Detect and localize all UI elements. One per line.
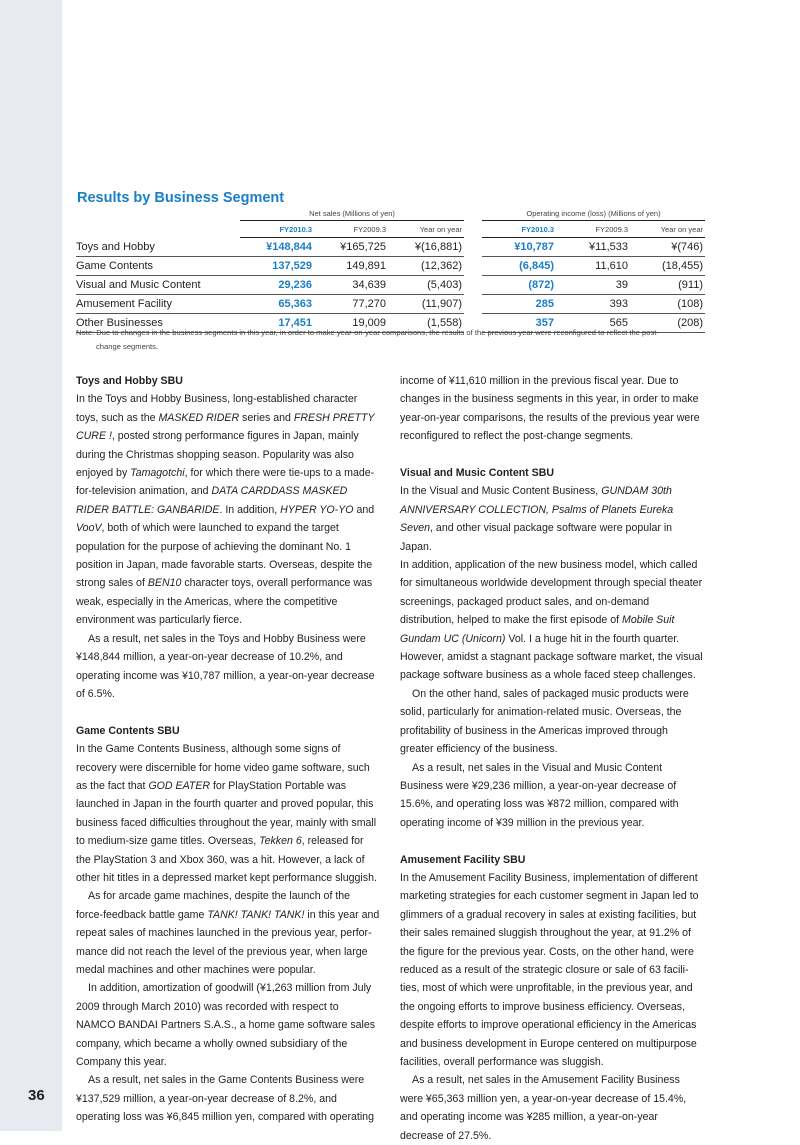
segment-name: Visual and Music Content (76, 276, 240, 295)
visual-paragraph-4: As a result, net sales in the Visual and Music Content Business were ¥29,236 million, a year-on-year decrease of 15.6%, and operating loss was ¥872 million, compared with operating income of ¥39 million in the previous year. (400, 761, 679, 829)
table-cell: ¥148,844 (240, 238, 314, 257)
table-group-header (76, 206, 705, 221)
segment-name: Toys and Hobby (76, 238, 240, 257)
table-row (76, 257, 705, 276)
table-cell: 137,529 (240, 257, 314, 276)
table-cell: 39 (556, 276, 630, 295)
game-heading: Game Contents SBU (76, 724, 180, 737)
table-cell: 357 (482, 314, 556, 333)
game-paragraph-2: As for arcade game machines, despite the launch of the force-feedback battle game TANK! TANK! TANK! in this year and repeat sales of machines launched in the previous year, perfor-mance did not reach the level of the previous year, when large medal machines and other machines were popular. (76, 890, 380, 976)
amusement-paragraph-1: In the Amusement Facility Business, implementation of different marketing strategies for each customer segment in Japan led to glimmers of a gradual recovery in sales at existing facilities, but their sales remained sluggish throughout the year, at 91.2% of the figure for the previous year. Costs, on the other hand, were reduced as a result of the strategic closure or sale of 63 facili-ties, most of which were unprofitable, in the previous year, and the ongoing efforts to improve business efficiency. Overseas, despite efforts to improve operational efficiency in the Americas and business development in Europe centered on multipurpose facilities, overall performance was sluggish. (400, 871, 699, 1068)
column-header: Year on year (388, 221, 464, 238)
toys-heading: Toys and Hobby SBU (76, 375, 183, 387)
table-cell: ¥10,787 (482, 238, 556, 257)
table-cell: (12,362) (388, 257, 464, 276)
table-cell: 77,270 (314, 295, 388, 314)
game-paragraph-4: As a result, net sales in the Game Contents Business were ¥137,529 million, a year-on-year decrease of 8.2%, and operating loss was ¥6,845 million yen, compared with operating (76, 1074, 374, 1124)
toys-paragraph-2: As a result, net sales in the Toys and Hobby Business were ¥148,844 million, a year-on-year decrease of 10.2%, and operating income was ¥10,787 million, a year-on-year decrease of 6.5%. (76, 632, 375, 700)
table-cell: ¥(746) (630, 238, 705, 257)
amusement-paragraph-2: As a result, net sales in the Amusement Facility Business were ¥65,363 million yen, a year-on-year decrease of 15.4%, and operating income was ¥285 million, a year-on-year decrease of 27.5%. (400, 1074, 687, 1142)
visual-paragraph-3: On the other hand, sales of packaged music products were solid, particularly for animation-related music. Overseas, the profitability of business in the Americas improved through greater efficiency of the business. (400, 687, 689, 756)
segment-name: Other Businesses (76, 314, 240, 333)
column-header: FY2009.3 (314, 221, 388, 238)
table-cell: (11,907) (388, 295, 464, 314)
note-line-2: change segments. (96, 342, 159, 351)
table-cell: ¥11,533 (556, 238, 630, 257)
toys-paragraph-1: In the Toys and Hobby Business, long-established character toys, such as the MASKED RIDER series and FRESH PRETTY CURE !, posted strong performance figures in Japan, mainly during the Christmas shopping season. Popularity was also enjoyed by Tamagotchi, for which there were tie-ups to a made-for-television animation, and DATA CARDDASS MASKED RIDER BATTLE: GANBARIDE. In addition, HYPER YO-YO and VooV, both of which were launched to expand the target population for the purpose of achieving the dominant No. 1 position in Japan, made favorable starts. Overseas, despite the strong sales of BEN10 character toys, overall performance was weak, especially in the Americas, where the competitive environment was particularly fierce. (76, 393, 375, 627)
table-cell: 17,451 (240, 314, 314, 333)
table-cell: (911) (630, 276, 705, 295)
column-header: FY2009.3 (556, 221, 630, 238)
game-paragraph-1: In the Game Contents Business, although some signs of recovery were discernible for home video game software, such as the fact that GOD EATER for PlayStation Portable was launched in Japan in the fourth quarter and proved popular, this business faced difficulties throughout the year, mainly with small to medium-size game titles. Overseas, Tekken 6, released for the PlayStation 3 and Xbox 360, was a hit. However, a lack of other hit titles in a depressed market kept performance sluggish. (76, 743, 377, 884)
table-cell: 34,639 (314, 276, 388, 295)
visual-paragraph-2: In addition, application of the new business model, which called for simultaneous worldwide development through special theater screenings, packaged product sales, and on-demand distribution, helped to make the first episode of Mobile Suit Gundam UC (Unicorn) Vol. I a huge hit in the fourth quarter. However, amidst a stagnant package software market, the visual package software business as a whole faced steep challenges. (400, 559, 703, 682)
note-line-1: Note: Due to changes in the business segments in this year, in order to make year-on-year comparisons, the results of the previous year were reconfigured to reflect the post- (76, 328, 659, 337)
right-column (400, 372, 704, 1145)
table-cell: 149,891 (314, 257, 388, 276)
table-row (76, 295, 705, 314)
table-cell: (5,403) (388, 276, 464, 295)
net-sales-group-header: Net sales (Millions of yen) (240, 206, 464, 221)
segment-name: Game Contents (76, 257, 240, 276)
game-paragraph-3: In addition, amortization of goodwill (¥1,263 million from July 2009 through March 2010) was recorded with respect to NAMCO BANDAI Partners S.A.S., a home game software sales company, which became a wholly owned subsidiary of the Company this year. (76, 982, 376, 1069)
table-cell: (108) (630, 295, 705, 314)
column-header: FY2010.3 (240, 221, 314, 238)
table-cell: 11,610 (556, 257, 630, 276)
table-cell: 285 (482, 295, 556, 314)
segment-name: Amusement Facility (76, 295, 240, 314)
table-cell: 393 (556, 295, 630, 314)
segment-results-table (76, 206, 705, 333)
table-row (76, 276, 705, 295)
table-row (76, 238, 705, 257)
table-cell: 65,363 (240, 295, 314, 314)
table-cell: (6,845) (482, 257, 556, 276)
column-header: FY2010.3 (482, 221, 556, 238)
table-note (76, 326, 706, 354)
left-column (76, 372, 380, 1127)
table-cell: 29,236 (240, 276, 314, 295)
table-cell: 565 (556, 314, 630, 333)
amusement-heading: Amusement Facility SBU (400, 853, 526, 866)
page-number: 36 (28, 1087, 45, 1104)
visual-heading: Visual and Music Content SBU (400, 467, 555, 480)
visual-paragraph-1: In the Visual and Music Content Business, GUNDAM 30th ANNIVERSARY COLLECTION, Psalms of Planets Eureka Seven, and other visual package software were popular in Japan. (400, 485, 674, 553)
section-title: Results by Business Segment (77, 190, 285, 206)
table-cell: ¥(16,881) (388, 238, 464, 257)
operating-income-group-header: Operating income (loss) (Millions of yen) (482, 206, 705, 221)
table-cell: (18,455) (630, 257, 705, 276)
game-paragraph-4-continued: income of ¥11,610 million in the previous fiscal year. Due to changes in the business segments in this year, in order to make year-on-year comparisons, the results of the previous year were reconfigured to reflect the post-change segments. (400, 375, 700, 443)
table-column-header (76, 221, 705, 238)
table-cell: (1,558) (388, 314, 464, 333)
left-margin-band (0, 0, 62, 1131)
column-header: Year on year (630, 221, 705, 238)
table-cell: ¥165,725 (314, 238, 388, 257)
table-cell: (872) (482, 276, 556, 295)
table-cell: (208) (630, 314, 705, 333)
table-cell: 19,009 (314, 314, 388, 333)
